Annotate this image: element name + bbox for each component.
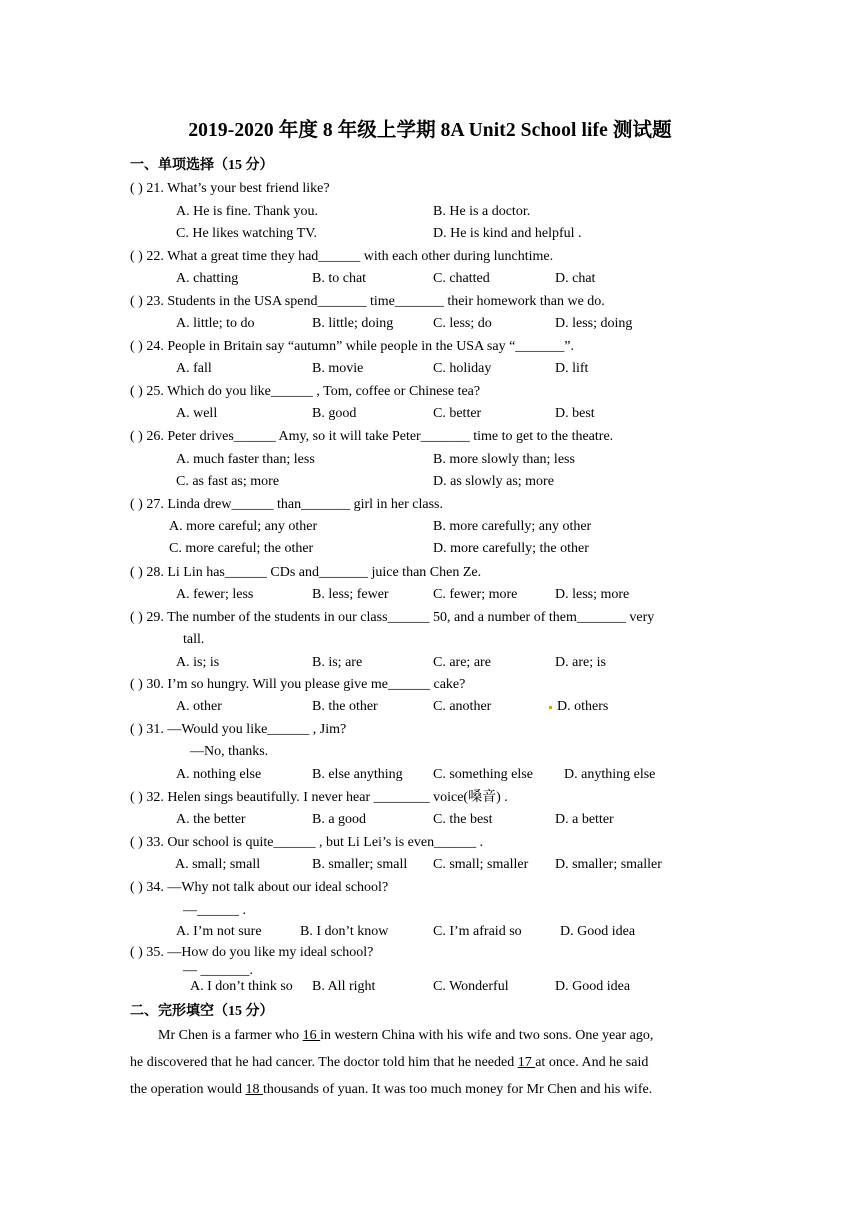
answer-option: A. more careful; any other <box>169 519 318 534</box>
passage-text: in western China with his wife and two sons. One year ago, <box>320 1028 654 1043</box>
answer-option: B. little; doing <box>312 316 394 331</box>
passage-text: thousands of yuan. It was too much money for Mr Chen and his wife. <box>262 1082 653 1097</box>
answer-option: D. others <box>549 698 608 716</box>
answer-option: C. He likes watching TV. <box>176 226 318 241</box>
question-stem: ( ) 26. Peter drives______ Amy, so it will take Peter_______ time to get to the theatre. <box>130 429 614 444</box>
answer-option: C. more careful; the other <box>169 541 314 556</box>
answer-option: B. else anything <box>312 767 403 782</box>
section-heading-cloze: 二、完形填空（15 分） <box>130 1004 274 1019</box>
question-stem: ( ) 25. Which do you like______ , Tom, coffee or Chinese tea? <box>130 384 481 399</box>
answer-option: C. Wonderful <box>433 979 509 994</box>
answer-option: B. is; are <box>312 655 363 670</box>
answer-option: A. little; to do <box>176 316 255 331</box>
answer-option: D. a better <box>555 812 614 827</box>
question-stem-continuation: —______ . <box>183 903 246 918</box>
answer-option: B. He is a doctor. <box>433 204 531 219</box>
question-stem: ( ) 22. What a great time they had______ with each other during lunchtime. <box>130 249 554 264</box>
answer-option: C. better <box>433 406 482 421</box>
answer-option: C. fewer; more <box>433 587 518 602</box>
answer-option: A. the better <box>176 812 246 827</box>
question-stem: ( ) 31. —Would you like______ , Jim? <box>130 722 347 737</box>
answer-option: D. lift <box>555 361 589 376</box>
question-stem: ( ) 35. —How do you like my ideal school? <box>130 945 374 960</box>
section-heading-single-choice: 一、单项选择（15 分） <box>130 158 274 173</box>
answer-option: A. I’m not sure <box>176 924 262 939</box>
answer-option: A. much faster than; less <box>176 452 315 467</box>
answer-option: A. I don’t think so <box>190 979 293 994</box>
answer-option: B. a good <box>312 812 367 827</box>
answer-option: A. He is fine. Thank you. <box>176 204 319 219</box>
passage-line-2 <box>130 1054 648 1072</box>
question-stem: ( ) 30. I’m so hungry. Will you please give me______ cake? <box>130 677 466 692</box>
answer-option: D. He is kind and helpful . <box>433 226 582 241</box>
answer-option: B. more slowly than; less <box>433 452 575 467</box>
answer-option: C. as fast as; more <box>176 474 280 489</box>
blank-18: 18 <box>245 1082 263 1097</box>
passage-line-1 <box>158 1027 653 1045</box>
answer-option: D. Good idea <box>555 979 631 994</box>
answer-option: A. fewer; less <box>176 587 254 602</box>
blank-16: 16 <box>302 1028 321 1043</box>
answer-option: A. chatting <box>176 271 239 286</box>
passage-text: he discovered that he had cancer. The doctor told him that he needed <box>130 1055 518 1070</box>
answer-option: C. less; do <box>433 316 492 331</box>
question-stem-continuation: tall. <box>183 632 205 647</box>
answer-option: D. more carefully; the other <box>433 541 589 556</box>
answer-option: B. movie <box>312 361 364 376</box>
passage-text: Mr Chen is a farmer who <box>158 1028 303 1043</box>
answer-option: C. I’m afraid so <box>433 924 522 939</box>
answer-option: A. small; small <box>175 857 261 872</box>
answer-option: D. anything else <box>564 767 656 782</box>
answer-option: D. Good idea <box>560 924 636 939</box>
passage-text: the operation would <box>130 1082 246 1097</box>
question-stem-continuation: — _______. <box>183 963 253 978</box>
answer-option: A. fall <box>176 361 212 376</box>
question-stem: ( ) 21. What’s your best friend like? <box>130 181 330 196</box>
answer-option: C. the best <box>433 812 493 827</box>
answer-option: D. smaller; smaller <box>555 857 662 872</box>
answer-option: C. something else <box>433 767 533 782</box>
answer-option: D. best <box>555 406 595 421</box>
marker-dot <box>549 706 552 709</box>
answer-option: A. other <box>176 699 222 714</box>
answer-option: C. are; are <box>433 655 491 670</box>
answer-option: B. more carefully; any other <box>433 519 592 534</box>
question-stem-continuation: —No, thanks. <box>190 744 269 759</box>
question-stem: ( ) 27. Linda drew______ than_______ girl in her class. <box>130 497 443 512</box>
answer-option: C. small; smaller <box>433 857 529 872</box>
answer-option: B. smaller; small <box>312 857 408 872</box>
answer-option: B. good <box>312 406 357 421</box>
answer-option: A. is; is <box>176 655 220 670</box>
answer-option: D. chat <box>555 271 596 286</box>
question-stem: ( ) 23. Students in the USA spend_______ time_______ their homework than we do. <box>130 294 605 309</box>
page-title: 2019-2020 年度 8 年级上学期 8A Unit2 School life 测试题 <box>188 120 672 141</box>
answer-option: B. I don’t know <box>300 924 389 939</box>
answer-option: D. are; is <box>555 655 606 670</box>
answer-option: A. well <box>176 406 218 421</box>
question-stem: ( ) 33. Our school is quite______ , but Li Lei’s is even______ . <box>130 835 484 850</box>
question-stem: ( ) 29. The number of the students in our class______ 50, and a number of them_______ very <box>130 610 655 625</box>
answer-option: C. holiday <box>433 361 492 376</box>
question-stem: ( ) 34. —Why not talk about our ideal school? <box>130 880 389 895</box>
answer-option: B. All right <box>312 979 376 994</box>
answer-option: B. less; fewer <box>312 587 389 602</box>
passage-text: at once. And he said <box>535 1055 649 1070</box>
passage-line-3 <box>130 1081 652 1099</box>
answer-option: D. less; more <box>555 587 630 602</box>
answer-option: C. chatted <box>433 271 490 286</box>
answer-option: B. to chat <box>312 271 367 286</box>
question-stem: ( ) 24. People in Britain say “autumn” while people in the USA say “_______”. <box>130 339 575 354</box>
question-stem: ( ) 32. Helen sings beautifully. I never hear ________ voice(嗓音) . <box>130 790 508 805</box>
answer-option: B. the other <box>312 699 378 714</box>
answer-option: D. as slowly as; more <box>433 474 554 489</box>
answer-option: D. less; doing <box>555 316 633 331</box>
answer-option: C. another <box>433 699 492 714</box>
question-stem: ( ) 28. Li Lin has______ CDs and_______ juice than Chen Ze. <box>130 565 482 580</box>
answer-option: A. nothing else <box>176 767 262 782</box>
blank-17: 17 <box>517 1055 536 1070</box>
